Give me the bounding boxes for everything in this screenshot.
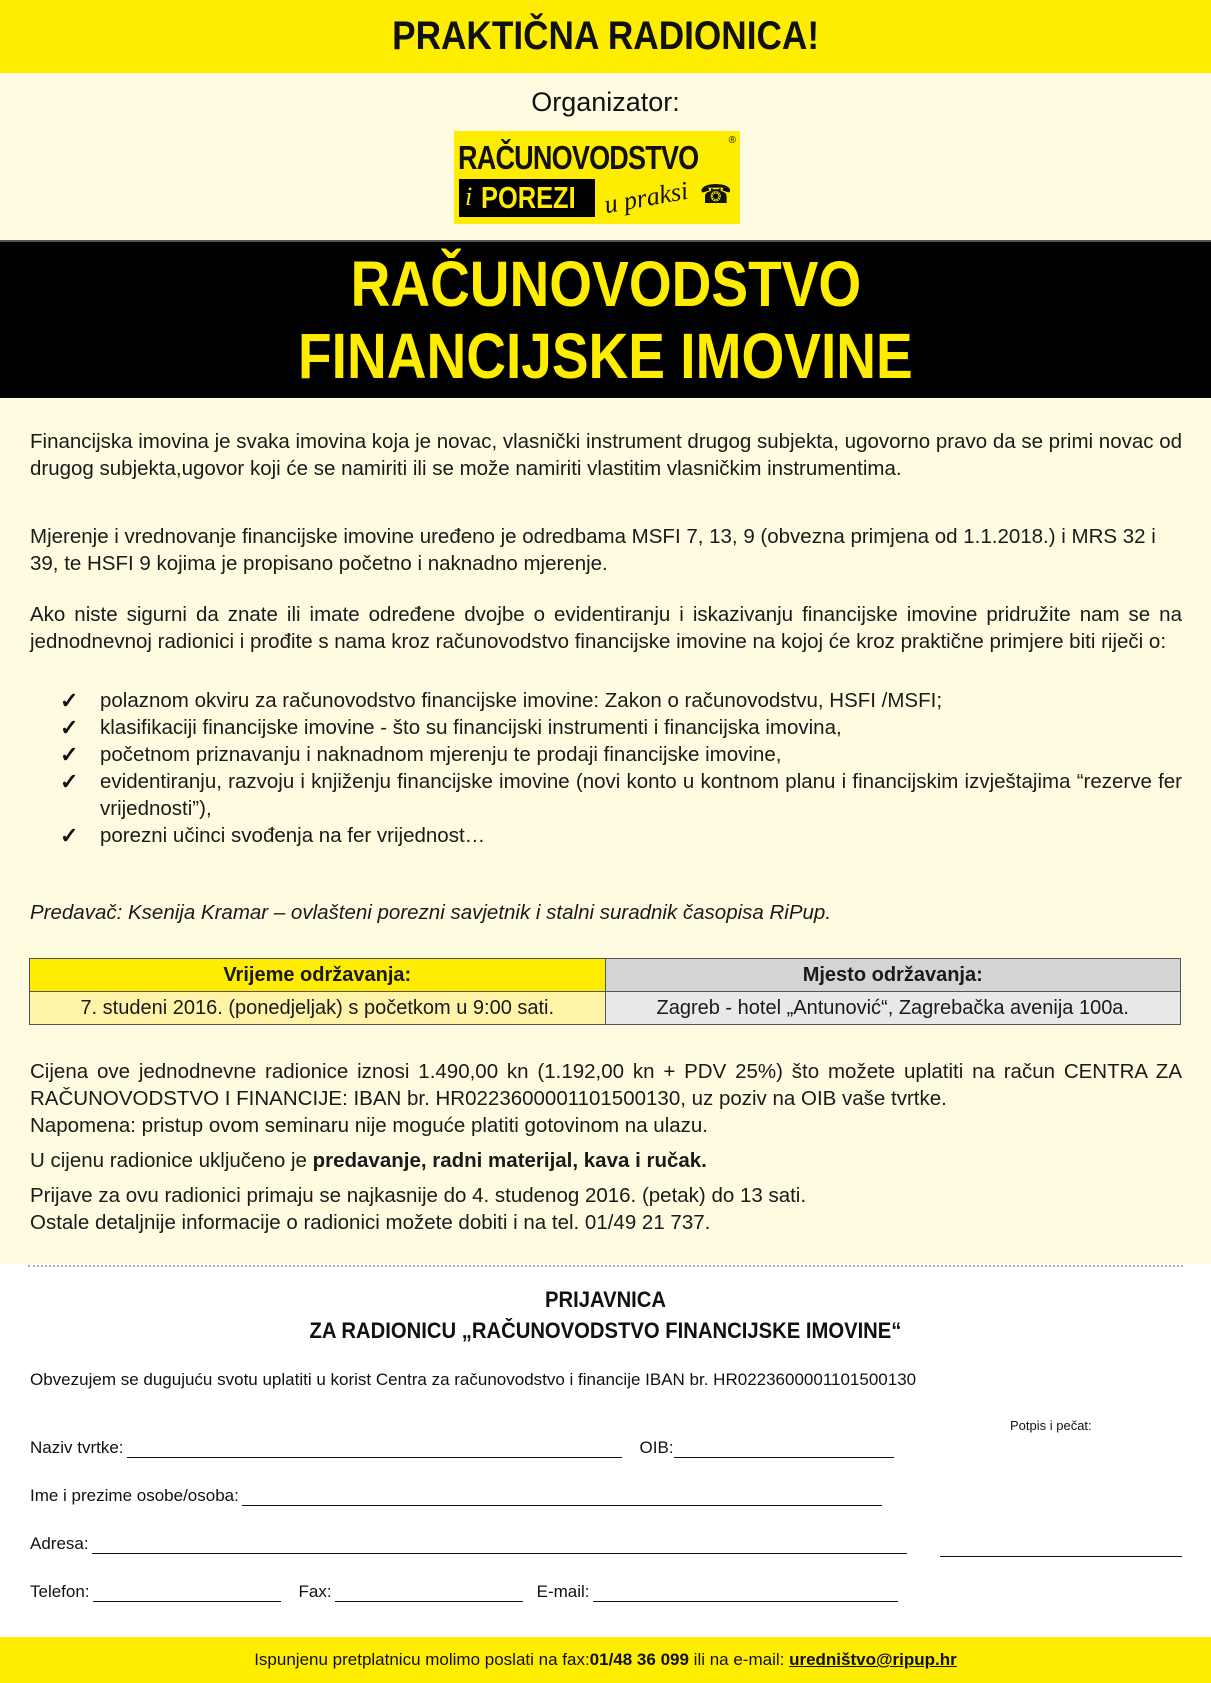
phone-field[interactable] <box>93 1584 281 1602</box>
list-item <box>60 687 1182 714</box>
title-line1: RAČUNOVODSTVO <box>350 248 861 320</box>
company-label: Naziv tvrtke: <box>30 1438 124 1457</box>
company-row <box>30 1438 894 1458</box>
body-section <box>0 398 1211 1264</box>
lecturer-info: Predavač: Ksenija Kramar – ovlašteni porezni savjetnik i stalni suradnik časopisa RiPup. <box>30 901 832 924</box>
logo-line1: RAČUNOVODSTVO <box>458 139 699 176</box>
ripup-logo <box>454 131 740 224</box>
address-field[interactable] <box>92 1536 907 1554</box>
topics-list <box>60 687 1182 849</box>
footer-fax: 01/48 36 099 <box>589 1650 689 1669</box>
registered-mark: ® <box>728 135 736 146</box>
checkmark-icon: ✓ <box>60 769 79 794</box>
topic-text: evidentiranju, razvoju i knjiženju financijske imovine (novi konto u kontnom planu i financijskim izvještajima “rezerve fer vrijednosti”), <box>100 770 1182 820</box>
footer-email-link[interactable]: uredništvo@ripup.hr <box>789 1650 957 1669</box>
logo-porezi: POREZI <box>481 180 576 215</box>
persons-row <box>30 1486 882 1506</box>
oib-field[interactable] <box>674 1440 894 1458</box>
form-title-line1: PRIJAVNICA <box>544 1287 667 1312</box>
address-row <box>30 1534 907 1554</box>
included-text <box>30 1147 1182 1174</box>
title-band <box>0 240 1211 398</box>
table-row <box>30 992 1181 1025</box>
form-title-line2: ZA RADIONICU „RAČUNOVODSTVO FINANCIJSKE IMOVINE“ <box>309 1318 902 1343</box>
topic-text: polaznom okviru za računovodstvo financijske imovine: Zakon o računovodstvu, HSFI /MSFI; <box>100 689 943 712</box>
application-form <box>0 1268 1211 1630</box>
commitment-text: Obvezujem se dugujuću svotu uplatiti u korist Centra za računovodstvo i financije IBAN br. HR0223600001101500130 <box>30 1370 917 1389</box>
bottom-banner <box>0 1637 1211 1683</box>
checkmark-icon: ✓ <box>60 715 79 740</box>
footer-middle: ili na e-mail: <box>688 1650 790 1669</box>
list-item <box>60 768 1182 822</box>
cut-line-divider <box>28 1265 1183 1267</box>
included-items: predavanje, radni materijal, kava i ručak. <box>312 1149 707 1172</box>
price-text: Cijena ove jednodnevne radionice iznosi 1.490,00 kn (1.192,00 kn + PDV 25%) što možete uplatiti na račun CENTRA ZA RAČUNOVODSTVO I FINANCIJE: IBAN br. HR0223600001101500130, uz poziv na OIB vaše tvrtke. <box>30 1060 1182 1110</box>
persons-label: Ime i prezime osobe/osoba: <box>30 1486 239 1505</box>
fax-field[interactable] <box>335 1584 523 1602</box>
measurement-paragraph: Mjerenje i vrednovanje financijske imovine uređeno je odredbama MSFI 7, 13, 9 (obvezna primjena od 1.1.2018.) i MRS 32 i 39, te HSFI 9 kojima je propisano početno i naknadno mjerenje. <box>30 525 1156 575</box>
email-field[interactable] <box>593 1584 898 1602</box>
topic-text: klasifikaciji financijske imovine - što su financijski instrumenti i financijska imovina, <box>100 716 842 739</box>
signature-label: Potpis i pečat: <box>1010 1418 1092 1433</box>
schedule-table <box>29 958 1181 1025</box>
contact-row <box>30 1582 898 1602</box>
footer-prefix: Ispunjenu pretplatnicu molimo poslati na fax: <box>254 1650 590 1669</box>
pricing-section <box>30 1058 1182 1236</box>
banner-title: PRAKTIČNA RADIONICA! <box>392 14 819 58</box>
title-line2: FINANCIJSKE IMOVINE <box>298 320 913 392</box>
payment-note: Napomena: pristup ovom seminaru nije moguće platiti gotovinom na ulazu. <box>30 1114 709 1137</box>
list-item <box>60 714 1182 741</box>
persons-field[interactable] <box>242 1488 882 1506</box>
time-header: Vrijeme održavanja: <box>30 959 606 992</box>
top-banner <box>0 0 1211 73</box>
topic-text: početnom priznavanju i naknadnom mjerenju te prodaji financijske imovine, <box>100 743 782 766</box>
logo-script: u praksi <box>602 175 691 220</box>
place-header: Mjesto održavanja: <box>605 959 1181 992</box>
logo-i: i <box>465 182 473 211</box>
contact-text: Ostale detaljnije informacije o radionici možete dobiti i na tel. 01/49 21 737. <box>30 1211 711 1234</box>
address-label: Adresa: <box>30 1534 89 1553</box>
list-item <box>60 741 1182 768</box>
company-field[interactable] <box>127 1440 622 1458</box>
invitation-paragraph: Ako niste sigurni da znate ili imate određene dvojbe o evidentiranju i iskazivanju financijske imovine pridružite nam se na jednodnevnoj radionici i prođite s nama kroz računovodstvo financijske imovine na kojoj će kroz praktične primjere biti riječi o: <box>30 603 1182 653</box>
logo-black-box <box>459 179 595 217</box>
topic-text: porezni učinci svođenja na fer vrijednost… <box>100 824 486 847</box>
included-prefix: U cijenu radionice uključeno je <box>30 1149 313 1172</box>
time-cell: 7. studeni 2016. (ponedjeljak) s početkom u 9:00 sati. <box>30 992 606 1025</box>
checkmark-icon: ✓ <box>60 823 79 848</box>
checkmark-icon: ✓ <box>60 742 79 767</box>
form-title <box>0 1284 1211 1346</box>
checkmark-icon: ✓ <box>60 688 79 713</box>
list-item <box>60 822 1182 849</box>
deadline-text: Prijave za ovu radionici primaju se najkasnije do 4. studenog 2016. (petak) do 13 sati. <box>30 1184 807 1207</box>
email-label: E-mail: <box>536 1582 590 1601</box>
fax-label: Fax: <box>298 1582 332 1601</box>
table-header-row <box>30 959 1181 992</box>
organizer-section <box>0 73 1211 240</box>
place-cell: Zagreb - hotel „Antunović“, Zagrebačka avenija 100a. <box>605 992 1181 1025</box>
oib-label: OIB: <box>639 1438 674 1457</box>
intro-paragraph: Financijska imovina je svaka imovina koja je novac, vlasnički instrument drugog subjekta, ugovorno pravo da se primi novac od drugog subjekta,ugovor koji će se namiriti ili se može namiriti vlastitim vlasničkim instrumentima. <box>30 430 1182 480</box>
phone-label: Telefon: <box>30 1582 90 1601</box>
organizer-label: Organizator: <box>531 87 680 117</box>
signature-field[interactable] <box>940 1556 1182 1557</box>
telephone-icon: ☎ <box>699 179 732 209</box>
